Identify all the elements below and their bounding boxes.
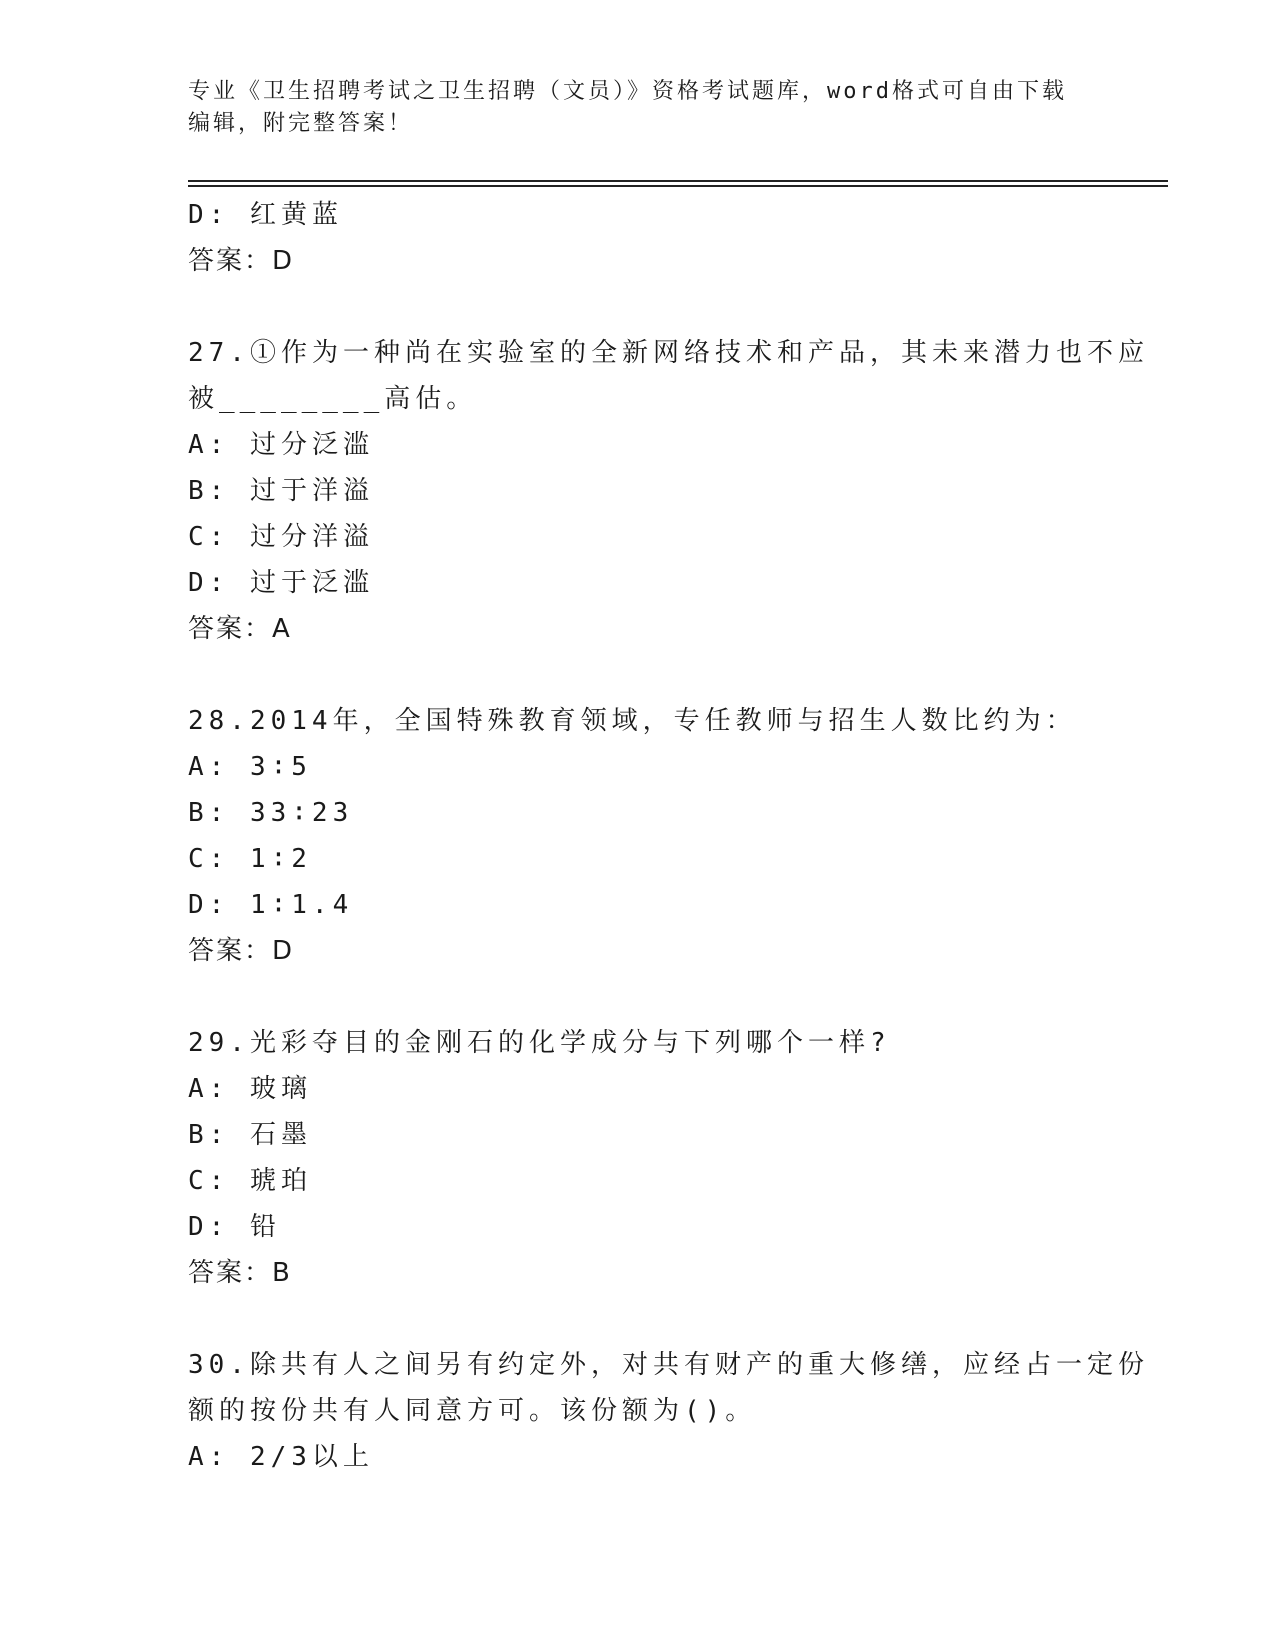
header-line-1: 专业《卫生招聘考试之卫生招聘（文员）》资格考试题库，word格式可自由下载 <box>188 79 1067 104</box>
q29-option-c: C: 琥珀 <box>188 1166 312 1196</box>
q30-stem-line-2: 额的按份共有人同意方可。该份额为()。 <box>188 1396 757 1426</box>
spacer <box>188 652 1088 698</box>
header-line-2: 编辑，附完整答案！ <box>188 111 414 136</box>
spacer <box>188 284 1088 330</box>
spacer <box>188 974 1088 1020</box>
q29-stem-line-1: 29.光彩夺目的金刚石的化学成分与下列哪个一样? <box>188 1028 891 1058</box>
q26-answer: 答案：D <box>188 246 295 276</box>
spacer <box>188 1296 1088 1342</box>
document-header <box>188 76 1088 140</box>
header-rule-top <box>188 180 1168 182</box>
q29-option-b: B: 石墨 <box>188 1120 312 1150</box>
q30-option-a: A: 2/3以上 <box>188 1442 374 1472</box>
q28-option-b: B: 33∶23 <box>188 798 354 828</box>
q27-stem-line-2: 被________高估。 <box>188 384 478 414</box>
q28-option-c: C: 1∶2 <box>188 844 312 874</box>
q27-option-c: C: 过分洋溢 <box>188 522 374 552</box>
q29-answer: 答案：B <box>188 1258 292 1288</box>
q27-option-d: D: 过于泛滥 <box>188 568 374 598</box>
question-content <box>188 192 1149 1480</box>
q28-option-a: A: 3∶5 <box>188 752 312 782</box>
q27-option-a: A: 过分泛滥 <box>188 430 374 460</box>
q28-answer: 答案：D <box>188 936 295 966</box>
q27-answer: 答案：A <box>188 614 292 644</box>
q29-option-d: D: 铅 <box>188 1212 281 1242</box>
q28-stem-line-1: 28.2014年，全国特殊教育领域，专任教师与招生人数比约为： <box>188 706 1077 736</box>
q30-stem-line-1: 30.除共有人之间另有约定外，对共有财产的重大修缮，应经占一定份 <box>188 1350 1149 1380</box>
q27-option-b: B: 过于洋溢 <box>188 476 374 506</box>
q27-stem-line-1: 27.①作为一种尚在实验室的全新网络技术和产品，其未来潜力也不应 <box>188 338 1149 368</box>
q26-option-d: D: 红黄蓝 <box>188 200 343 230</box>
q28-option-d: D: 1∶1.4 <box>188 890 354 920</box>
header-rule-bottom <box>188 185 1168 187</box>
q29-option-a: A: 玻璃 <box>188 1074 312 1104</box>
